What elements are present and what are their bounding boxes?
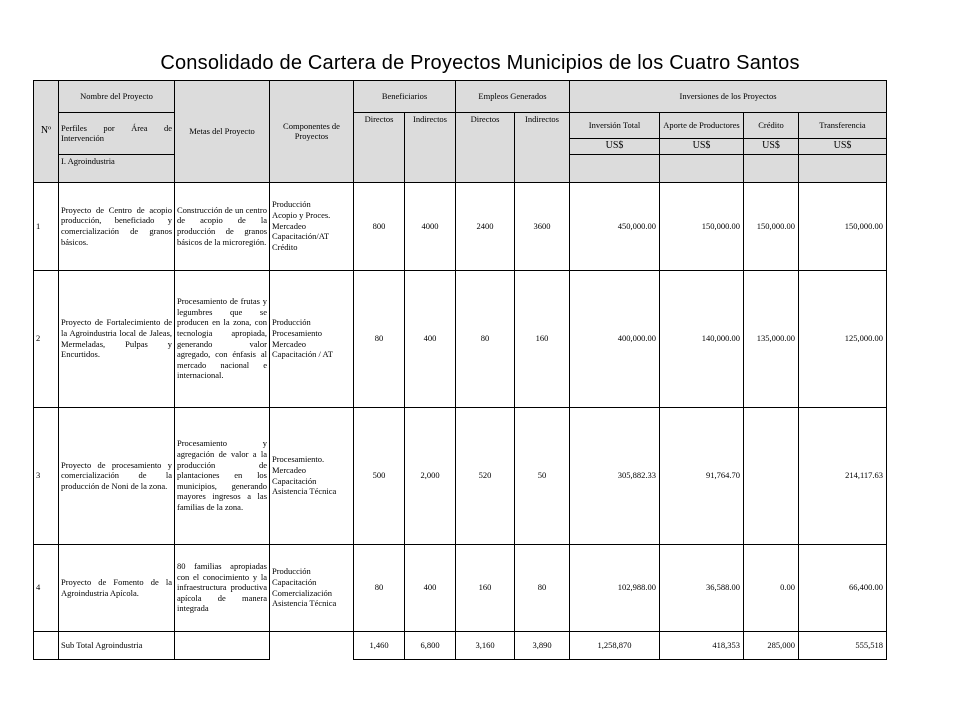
componente-item: Comercialización <box>272 587 332 598</box>
subtotal-emp-indirectos: 3,890 <box>515 631 570 659</box>
row-componentes <box>270 544 354 631</box>
header-num: Nº <box>34 81 59 183</box>
row-inv-total: 400,000.00 <box>570 270 660 407</box>
row-ben-directos: 800 <box>354 182 405 270</box>
row-transferencia: 125,000.00 <box>799 270 887 407</box>
row-transferencia: 150,000.00 <box>799 182 887 270</box>
componente-item: Procesamiento. <box>272 454 325 465</box>
table-row <box>34 544 887 631</box>
page-title: Consolidado de Cartera de Proyectos Municipios de los Cuatro Santos <box>160 52 800 74</box>
projects-table <box>33 80 887 660</box>
componente-item: Procesamiento <box>272 327 323 338</box>
subtotal-ben-directos: 1,460 <box>354 631 405 659</box>
componente-item: Capacitación / AT <box>272 349 333 360</box>
row-transferencia: 214,117.63 <box>799 407 887 544</box>
row-metas: Construcción de un centro de acopio de la producción de granos básicos de la microregión. <box>175 182 270 270</box>
row-ben-directos: 500 <box>354 407 405 544</box>
row-aporte: 36,588.00 <box>660 544 744 631</box>
row-emp-indirectos: 3600 <box>515 182 570 270</box>
row-ben-indirectos: 400 <box>405 270 456 407</box>
subtotal-aporte: 418,353 <box>660 631 744 659</box>
currency-inv-total: US$ <box>570 139 660 155</box>
header-transferencia: Transferencia <box>799 113 887 139</box>
componente-item: Mercadeo <box>272 338 306 349</box>
row-nombre: Proyecto de procesamiento y comercialización de la producción de Noni de la zona. <box>59 407 175 544</box>
table-row <box>34 407 887 544</box>
componente-item: Capacitación <box>272 475 317 486</box>
header-aporte: Aporte de Productores <box>660 113 744 139</box>
header-inv-total: Inversión Total <box>570 113 660 139</box>
componente-item: Asistencia Técnica <box>272 486 337 497</box>
row-componentes <box>270 182 354 270</box>
componente-item: Producción <box>272 566 311 577</box>
row-emp-directos: 520 <box>456 407 515 544</box>
subtotal-transferencia: 555,518 <box>799 631 887 659</box>
row-emp-directos: 160 <box>456 544 515 631</box>
section-empty-3 <box>744 154 799 182</box>
row-credito <box>744 407 799 544</box>
row-componentes <box>270 407 354 544</box>
row-emp-directos: 80 <box>456 270 515 407</box>
componente-item: Asistencia Técnica <box>272 598 337 609</box>
row-nombre: Proyecto de Centro de acopio producción, beneficiado y comercialización de granos básicos. <box>59 182 175 270</box>
componente-item: Producción <box>272 199 311 210</box>
row-emp-indirectos: 50 <box>515 407 570 544</box>
subtotal-metas-empty <box>175 631 270 659</box>
row-credito: 150,000.00 <box>744 182 799 270</box>
subtotal-emp-directos: 3,160 <box>456 631 515 659</box>
header-credito: Crédito <box>744 113 799 139</box>
row-aporte: 150,000.00 <box>660 182 744 270</box>
row-aporte: 140,000.00 <box>660 270 744 407</box>
header-inversiones: Inversiones de los Proyectos <box>570 81 887 113</box>
header-emp-indirectos: Indirectos <box>515 113 570 183</box>
row-metas: Procesamiento de frutas y legumbres que se producen en la zona, con tecnologia apropiada, generando valor agregado, con énfasis al mercado nacional e internacional. <box>175 270 270 407</box>
row-componentes <box>270 270 354 407</box>
subtotal-label: Sub Total Agroindustria <box>59 631 175 659</box>
subtotal-inv-total: 1,258,870 <box>570 631 660 659</box>
header-empleos: Empleos Generados <box>456 81 570 113</box>
header-beneficiarios: Beneficiarios <box>354 81 456 113</box>
row-inv-total: 102,988.00 <box>570 544 660 631</box>
row-num: 3 <box>34 407 59 544</box>
row-num: 4 <box>34 544 59 631</box>
header-emp-directos: Directos <box>456 113 515 183</box>
header-row-2 <box>34 113 887 139</box>
componente-item: Producción <box>272 317 311 328</box>
row-inv-total: 305,882.33 <box>570 407 660 544</box>
componente-item: Mercadeo <box>272 464 306 475</box>
header-nombre: Nombre del Proyecto <box>59 81 175 113</box>
subtotal-credito: 285,000 <box>744 631 799 659</box>
row-metas: Procesamiento y agregación de valor a la producción de plantaciones en los municipios, generando mayores ingresos a las familias de la zona. <box>175 407 270 544</box>
currency-credito: US$ <box>744 139 799 155</box>
header-ben-indirectos: Indirectos <box>405 113 456 183</box>
row-aporte: 91,764.70 <box>660 407 744 544</box>
row-ben-indirectos: 400 <box>405 544 456 631</box>
row-emp-indirectos: 160 <box>515 270 570 407</box>
header-row-1 <box>34 81 887 113</box>
subtotal-componentes-empty <box>270 631 354 659</box>
row-transferencia: 66,400.00 <box>799 544 887 631</box>
row-num: 1 <box>34 182 59 270</box>
row-ben-directos: 80 <box>354 270 405 407</box>
row-nombre: Proyecto de Fomento de la Agroindustria Apícola. <box>59 544 175 631</box>
componente-item: Capacitación/AT <box>272 231 330 242</box>
subtotal-row <box>34 631 887 659</box>
table-row <box>34 182 887 270</box>
subtotal-num-empty <box>34 631 59 659</box>
header-ben-directos: Directos <box>354 113 405 183</box>
row-credito: 135,000.00 <box>744 270 799 407</box>
row-ben-directos: 80 <box>354 544 405 631</box>
section-empty-4 <box>799 154 887 182</box>
row-ben-indirectos: 4000 <box>405 182 456 270</box>
currency-transferencia: US$ <box>799 139 887 155</box>
row-nombre: Proyecto de Fortalecimiento de la Agroindustria local de Jaleas, Mermeladas, Pulpas y Encurtidos. <box>59 270 175 407</box>
section-empty-1 <box>570 154 660 182</box>
header-perfiles: Perfiles por Área de Intervención <box>59 113 175 155</box>
table-row <box>34 270 887 407</box>
componente-item: Acopio y Proces. <box>272 210 331 221</box>
subtotal-ben-indirectos: 6,800 <box>405 631 456 659</box>
row-metas: 80 familias apropiadas con el conocimiento y la infraestructura productiva apícola de manera integrada <box>175 544 270 631</box>
row-num: 2 <box>34 270 59 407</box>
row-credito: 0.00 <box>744 544 799 631</box>
row-ben-indirectos: 2,000 <box>405 407 456 544</box>
section-label: I. Agroindustria <box>59 154 175 182</box>
currency-aporte: US$ <box>660 139 744 155</box>
componente-item: Mercadeo <box>272 220 306 231</box>
section-empty-2 <box>660 154 744 182</box>
row-emp-directos: 2400 <box>456 182 515 270</box>
componente-item: Capacitación <box>272 576 317 587</box>
row-inv-total: 450,000.00 <box>570 182 660 270</box>
header-componentes: Componentes de Proyectos <box>270 81 354 183</box>
header-metas: Metas del Proyecto <box>175 81 270 183</box>
row-emp-indirectos: 80 <box>515 544 570 631</box>
componente-item: Crédito <box>272 241 298 252</box>
